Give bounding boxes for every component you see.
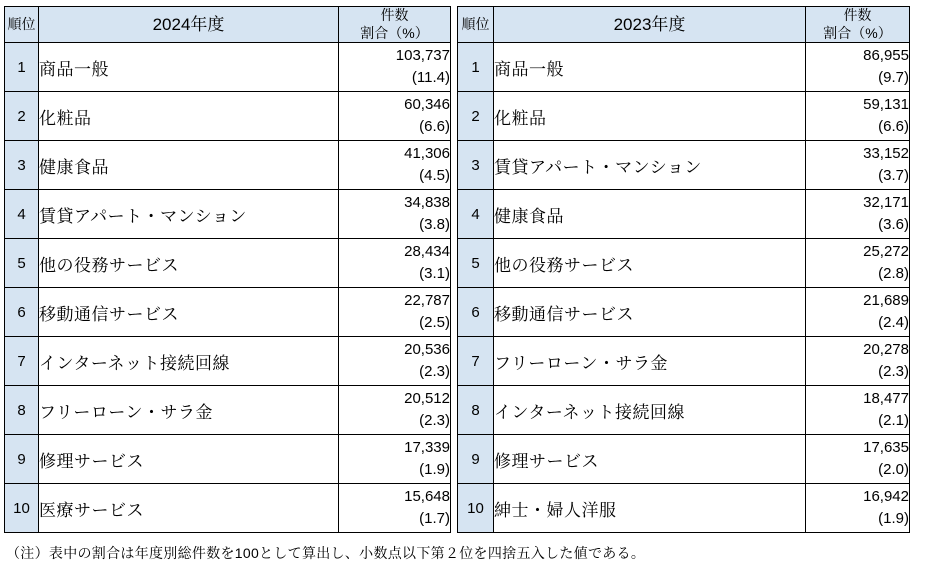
column-header-rank-label: 順位 xyxy=(461,16,490,33)
count-value: 103,737 xyxy=(395,47,450,65)
count-value: 16,942 xyxy=(863,488,909,506)
count-cell xyxy=(806,484,910,533)
count-value: 17,339 xyxy=(404,439,450,457)
table-header-row xyxy=(5,7,451,43)
column-header-count xyxy=(806,7,910,43)
percent-value: (1.7) xyxy=(419,510,450,527)
table-row xyxy=(458,141,910,190)
table-row xyxy=(5,435,451,484)
rank-cell: 7 xyxy=(5,337,39,386)
table-row xyxy=(5,337,451,386)
count-value: 18,477 xyxy=(863,390,909,408)
percent-value: (4.5) xyxy=(419,167,450,184)
count-cell xyxy=(806,288,910,337)
count-cell xyxy=(806,386,910,435)
rank-cell: 1 xyxy=(458,43,494,92)
table-row xyxy=(5,190,451,239)
count-cell xyxy=(806,141,910,190)
table-row xyxy=(5,484,451,533)
category-cell: インターネット接続回線 xyxy=(39,337,339,386)
table-row xyxy=(458,435,910,484)
count-value: 60,346 xyxy=(404,96,450,114)
count-value: 33,152 xyxy=(863,145,909,163)
percent-value: (2.1) xyxy=(878,412,909,429)
column-header-rank xyxy=(458,7,494,43)
percent-value: (3.8) xyxy=(419,216,450,233)
rank-cell: 10 xyxy=(458,484,494,533)
percent-value: (1.9) xyxy=(419,461,450,478)
rank-cell: 3 xyxy=(5,141,39,190)
rank-cell: 6 xyxy=(5,288,39,337)
percent-value: (3.7) xyxy=(878,167,909,184)
table-row xyxy=(458,239,910,288)
table-row xyxy=(5,288,451,337)
category-cell: 修理サービス xyxy=(39,435,339,484)
count-value: 20,512 xyxy=(404,390,450,408)
count-cell xyxy=(339,43,451,92)
rank-cell: 1 xyxy=(5,43,39,92)
column-header-count-line2: 割合（%） xyxy=(360,24,429,41)
rank-cell: 4 xyxy=(458,190,494,239)
table-row xyxy=(458,92,910,141)
column-header-year xyxy=(39,7,339,43)
count-cell xyxy=(806,337,910,386)
count-cell xyxy=(339,141,451,190)
category-cell: 他の役務サービス xyxy=(494,239,806,288)
rank-cell: 2 xyxy=(458,92,494,141)
count-cell xyxy=(339,288,451,337)
tables-container xyxy=(4,6,921,533)
category-cell: 化粧品 xyxy=(39,92,339,141)
percent-value: (6.6) xyxy=(878,118,909,135)
category-cell: 賃貸アパート・マンション xyxy=(39,190,339,239)
percent-value: (2.4) xyxy=(878,314,909,331)
percent-value: (1.9) xyxy=(878,510,909,527)
column-header-count-line2: 割合（%） xyxy=(823,24,892,41)
count-value: 34,838 xyxy=(404,194,450,212)
category-cell: フリーローン・サラ金 xyxy=(494,337,806,386)
column-header-count xyxy=(339,7,451,43)
count-value: 17,635 xyxy=(863,439,909,457)
percent-value: (2.0) xyxy=(878,461,909,478)
rank-cell: 3 xyxy=(458,141,494,190)
column-header-rank xyxy=(5,7,39,43)
category-cell: 医療サービス xyxy=(39,484,339,533)
count-cell xyxy=(339,484,451,533)
rank-cell: 2 xyxy=(5,92,39,141)
rank-cell: 9 xyxy=(458,435,494,484)
count-cell xyxy=(339,435,451,484)
count-cell xyxy=(339,190,451,239)
count-cell xyxy=(806,190,910,239)
table-row xyxy=(5,43,451,92)
percent-value: (11.4) xyxy=(411,69,450,86)
category-cell: 商品一般 xyxy=(494,43,806,92)
column-header-year-label: 2024年度 xyxy=(152,14,225,34)
column-header-year-label: 2023年度 xyxy=(613,14,686,34)
category-cell: 移動通信サービス xyxy=(39,288,339,337)
ranking-table-2024 xyxy=(4,6,451,533)
table-row xyxy=(458,43,910,92)
table-row xyxy=(458,484,910,533)
count-value: 41,306 xyxy=(404,145,450,163)
count-cell xyxy=(806,43,910,92)
count-value: 28,434 xyxy=(404,243,450,261)
count-cell xyxy=(339,239,451,288)
percent-value: (2.3) xyxy=(419,412,450,429)
table-row xyxy=(458,288,910,337)
category-cell: 健康食品 xyxy=(494,190,806,239)
table-row xyxy=(5,239,451,288)
category-cell: 化粧品 xyxy=(494,92,806,141)
table-row xyxy=(5,141,451,190)
category-cell: 商品一般 xyxy=(39,43,339,92)
ranking-table-2023 xyxy=(457,6,910,533)
column-header-rank-label: 順位 xyxy=(7,16,36,33)
column-header-count-line1: 件数 xyxy=(843,7,872,23)
count-value: 20,278 xyxy=(863,341,909,359)
count-cell xyxy=(806,239,910,288)
percent-value: (2.3) xyxy=(419,363,450,380)
percent-value: (3.1) xyxy=(419,265,450,282)
count-cell xyxy=(806,92,910,141)
category-cell: 健康食品 xyxy=(39,141,339,190)
count-value: 22,787 xyxy=(404,292,450,310)
percent-value: (9.7) xyxy=(878,69,909,86)
table-row xyxy=(5,386,451,435)
rank-cell: 8 xyxy=(5,386,39,435)
table-row xyxy=(458,190,910,239)
table-row xyxy=(458,337,910,386)
table-header-row xyxy=(458,7,910,43)
count-value: 20,536 xyxy=(404,341,450,359)
column-header-year xyxy=(494,7,806,43)
rank-cell: 5 xyxy=(5,239,39,288)
count-cell xyxy=(339,92,451,141)
count-cell xyxy=(339,386,451,435)
table-footnote: （注）表中の割合は年度別総件数を100として算出し、小数点以下第２位を四捨五入した値である。 xyxy=(6,545,646,561)
count-cell xyxy=(806,435,910,484)
count-value: 21,689 xyxy=(863,292,909,310)
count-value: 25,272 xyxy=(863,243,909,261)
category-cell: フリーローン・サラ金 xyxy=(39,386,339,435)
percent-value: (2.8) xyxy=(878,265,909,282)
rank-cell: 5 xyxy=(458,239,494,288)
column-header-count-line1: 件数 xyxy=(380,7,409,23)
table-row xyxy=(5,92,451,141)
category-cell: 他の役務サービス xyxy=(39,239,339,288)
category-cell: インターネット接続回線 xyxy=(494,386,806,435)
category-cell: 修理サービス xyxy=(494,435,806,484)
count-value: 32,171 xyxy=(863,194,909,212)
count-value: 86,955 xyxy=(863,47,909,65)
rank-cell: 7 xyxy=(458,337,494,386)
count-value: 59,131 xyxy=(863,96,909,114)
category-cell: 賃貸アパート・マンション xyxy=(494,141,806,190)
count-value: 15,648 xyxy=(404,488,450,506)
percent-value: (2.5) xyxy=(419,314,450,331)
rank-cell: 8 xyxy=(458,386,494,435)
rank-cell: 9 xyxy=(5,435,39,484)
category-cell: 紳士・婦人洋服 xyxy=(494,484,806,533)
count-cell xyxy=(339,337,451,386)
rank-cell: 4 xyxy=(5,190,39,239)
category-cell: 移動通信サービス xyxy=(494,288,806,337)
percent-value: (2.3) xyxy=(878,363,909,380)
rank-cell: 6 xyxy=(458,288,494,337)
rank-cell: 10 xyxy=(5,484,39,533)
percent-value: (6.6) xyxy=(419,118,450,135)
percent-value: (3.6) xyxy=(878,216,909,233)
table-row xyxy=(458,386,910,435)
